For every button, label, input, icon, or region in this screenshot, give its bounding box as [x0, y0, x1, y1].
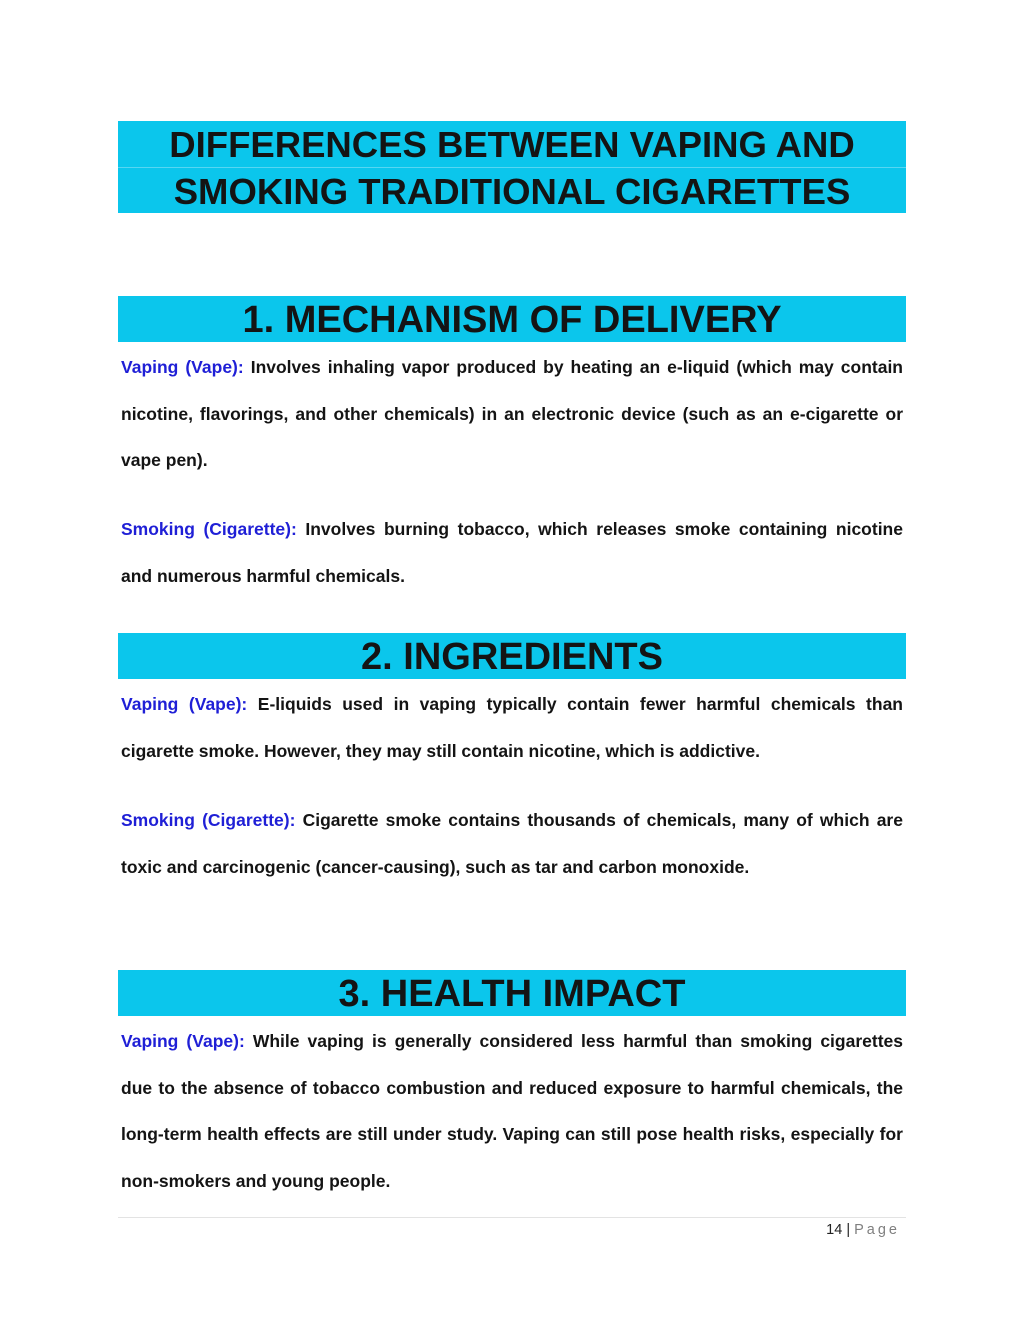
vaping-label: Vaping (Vape): — [121, 357, 244, 377]
footer-divider — [118, 1217, 906, 1218]
paragraph-vaping-ingredients — [121, 681, 903, 774]
title-line-1: DIFFERENCES BETWEEN VAPING AND — [169, 124, 855, 165]
paragraph-text: While vaping is generally considered less harmful than smoking cigarettes due to the absence of tobacco combustion and reduced exposure to harmful chemicals, the long-term health effects are still under study. Vaping can still pose health risks, especially for non-smokers and young people. — [121, 1031, 903, 1191]
section-heading-ingredients: 2. INGREDIENTS — [118, 633, 906, 679]
vaping-label: Vaping (Vape): — [121, 694, 248, 714]
paragraph-text: Involves burning tobacco, which releases smoke containing nicotine and numerous harmful chemicals. — [121, 519, 903, 586]
smoking-label: Smoking (Cigarette): — [121, 810, 296, 830]
paragraph-text: Cigarette smoke contains thousands of chemicals, many of which are toxic and carcinogenic (cancer-causing), such as tar and carbon monoxide. — [121, 810, 903, 877]
paragraph-smoking-mechanism — [121, 506, 903, 599]
document-title — [118, 121, 906, 213]
paragraph-vaping-mechanism — [121, 344, 903, 484]
page-number: 14 — [826, 1222, 843, 1238]
page-separator: | — [846, 1222, 851, 1238]
section-heading-health-impact: 3. HEALTH IMPACT — [118, 970, 906, 1016]
paragraph-text: Involves inhaling vapor produced by heating an e-liquid (which may contain nicotine, flavorings, and other chemicals) in an electronic device (such as an e-cigarette or vape pen). — [121, 357, 903, 470]
vaping-label: Vaping (Vape): — [121, 1031, 245, 1051]
title-line-2: SMOKING TRADITIONAL CIGARETTES — [118, 167, 906, 214]
section-heading-mechanism: 1. MECHANISM OF DELIVERY — [118, 296, 906, 342]
paragraph-smoking-ingredients — [121, 797, 903, 890]
page-footer — [826, 1222, 900, 1238]
paragraph-vaping-health — [121, 1018, 903, 1204]
paragraph-text: E-liquids used in vaping typically contain fewer harmful chemicals than cigarette smoke. However, they may still contain nicotine, which is addictive. — [121, 694, 903, 761]
page-word: Page — [854, 1222, 900, 1238]
smoking-label: Smoking (Cigarette): — [121, 519, 297, 539]
